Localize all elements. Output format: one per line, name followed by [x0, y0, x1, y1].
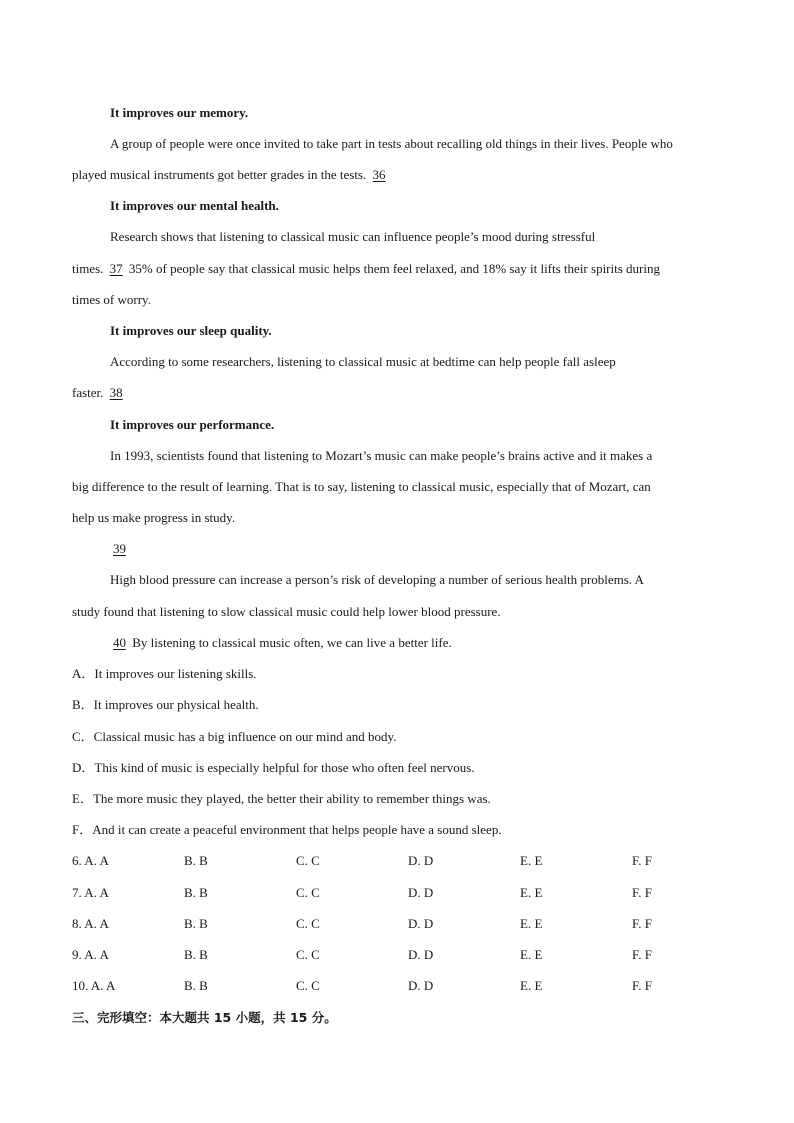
paragraph-text: times.	[72, 261, 104, 276]
paragraph-blood-line-1: High blood pressure can increase a person’s risk of developing a number of serious health problems. A	[110, 572, 644, 587]
option-b[interactable]: B. B	[184, 947, 208, 962]
option-f[interactable]: F. F	[632, 885, 652, 900]
paragraph-text: faster.	[72, 385, 104, 400]
blank-36: 36	[372, 167, 386, 182]
option-e[interactable]: E. E	[520, 978, 543, 993]
choice-d: D．This kind of music is especially helpful for those who often feel nervous.	[72, 760, 475, 775]
blank-38: 38	[109, 385, 123, 400]
choice-b: B．It improves our physical health.	[72, 697, 259, 712]
paragraph-performance-line-2: big difference to the result of learning. That is to say, listening to classical music, especially that of Mozart, can	[72, 479, 651, 494]
choice-c: C．Classical music has a big influence on our mind and body.	[72, 729, 397, 744]
option-b[interactable]: B. B	[184, 916, 208, 931]
paragraph-conclusion	[110, 635, 452, 651]
paragraph-performance-line-1: In 1993, scientists found that listening to Mozart’s music can make people’s brains active and it makes a	[110, 448, 653, 463]
heading-performance: It improves our performance.	[110, 417, 275, 432]
option-f[interactable]: F. F	[632, 978, 652, 993]
choice-a: A．It improves our listening skills.	[72, 666, 257, 681]
option-c[interactable]: C. C	[296, 885, 320, 900]
paragraph-mental-line-2	[72, 261, 660, 277]
option-e[interactable]: E. E	[520, 916, 543, 931]
paragraph-text: By listening to classical music often, we can live a better life.	[132, 635, 452, 650]
choice-e: E．The more music they played, the better their ability to remember things was.	[72, 791, 491, 806]
option-d[interactable]: D. D	[408, 947, 434, 962]
paragraph-memory-line-2	[72, 167, 389, 183]
option-d[interactable]: D. D	[408, 853, 434, 868]
option-b[interactable]: B. B	[184, 978, 208, 993]
option-e[interactable]: E. E	[520, 947, 543, 962]
paragraph-sleep-line-2	[72, 385, 126, 401]
blank-40: 40	[113, 635, 126, 650]
option-f[interactable]: F. F	[632, 947, 652, 962]
option-f[interactable]: F. F	[632, 916, 652, 931]
heading-memory: It improves our memory.	[110, 105, 249, 120]
choice-f: F．And it can create a peaceful environment that helps people have a sound sleep.	[72, 822, 502, 837]
paragraph-memory-line-1: A group of people were once invited to take part in tests about recalling old things in their lives. People who	[110, 136, 673, 151]
blank-39: 39	[113, 541, 126, 556]
blank-39-line	[110, 541, 129, 557]
paragraph-mental-line-3: times of worry.	[72, 292, 151, 307]
option-b[interactable]: B. B	[184, 853, 208, 868]
option-d[interactable]: D. D	[408, 885, 434, 900]
option-c[interactable]: C. C	[296, 916, 320, 931]
option-f[interactable]: F. F	[632, 853, 652, 868]
option-e[interactable]: E. E	[520, 853, 543, 868]
blank-37: 37	[109, 261, 123, 276]
option-a[interactable]: 6. A. A	[72, 853, 109, 868]
option-c[interactable]: C. C	[296, 978, 320, 993]
paragraph-text: played musical instruments got better grades in the tests.	[72, 167, 367, 182]
option-a[interactable]: 9. A. A	[72, 947, 109, 962]
option-c[interactable]: C. C	[296, 853, 320, 868]
option-d[interactable]: D. D	[408, 978, 434, 993]
paragraph-sleep-line-1: According to some researchers, listening to classical music at bedtime can help people fall asleep	[110, 354, 616, 369]
option-d[interactable]: D. D	[408, 916, 434, 931]
option-b[interactable]: B. B	[184, 885, 208, 900]
heading-mental-health: It improves our mental health.	[110, 198, 279, 213]
heading-sleep: It improves our sleep quality.	[110, 323, 272, 338]
paragraph-performance-line-3: help us make progress in study.	[72, 510, 236, 525]
option-a[interactable]: 7. A. A	[72, 885, 109, 900]
option-e[interactable]: E. E	[520, 885, 543, 900]
paragraph-blood-line-2: study found that listening to slow classical music could help lower blood pressure.	[72, 604, 501, 619]
paragraph-mental-line-1: Research shows that listening to classical music can influence people’s mood during stressful	[110, 229, 596, 244]
option-a[interactable]: 8. A. A	[72, 916, 109, 931]
paragraph-text: 35% of people say that classical music helps them feel relaxed, and 18% say it lifts their spirits during	[128, 261, 660, 276]
section-title: 三、完形填空：本大题共 15 小题，共 15 分。	[72, 1010, 337, 1025]
option-c[interactable]: C. C	[296, 947, 320, 962]
option-a[interactable]: 10. A. A	[72, 978, 116, 993]
